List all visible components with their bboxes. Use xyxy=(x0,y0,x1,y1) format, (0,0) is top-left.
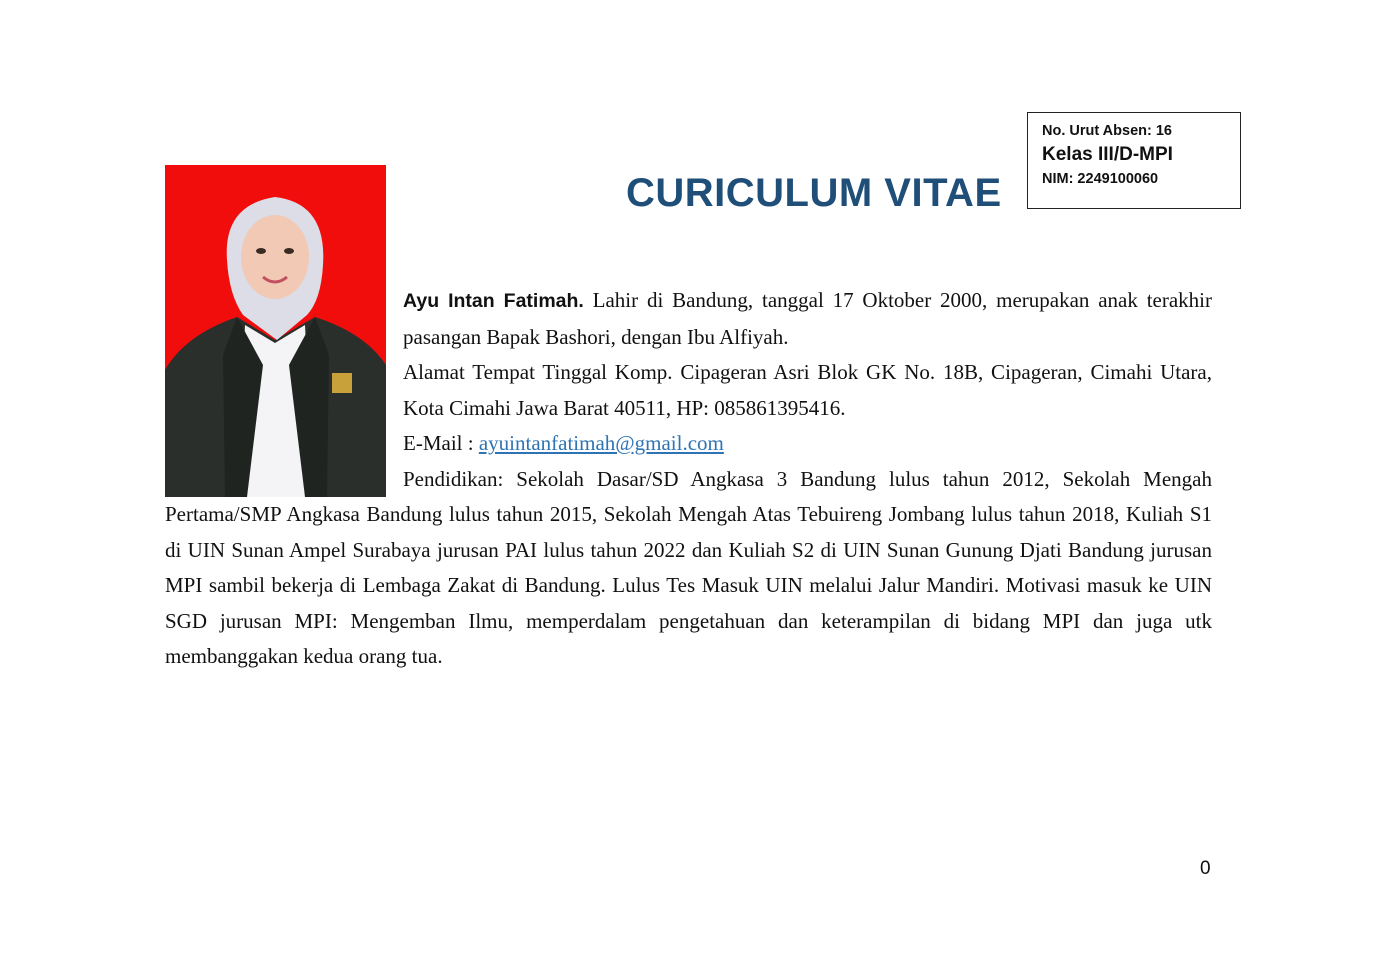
class-label: Kelas III/D-MPI xyxy=(1042,144,1173,165)
education-paragraph: Pendidikan: Sekolah Dasar/SD Angkasa 3 Bandung lulus tahun 2012, Sekolah Mengah Pertama/SMP Angkasa Bandung lulus tahun 2015, Sekolah Mengah Atas Tebuireng Jombang lulus tahun 2018, Kuliah S1 di UIN Sunan Ampel Surabaya jurusan PAI lulus tahun 2022 dan Kuliah S2 di UIN Sunan Gunung Djati Bandung jurusan MPI sambil bekerja di Lembaga Zakat di Bandung. Lulus Tes Masuk UIN melalui Jalur Mandiri. Motivasi masuk ke UIN SGD jurusan MPI: Mengemban Ilmu, memperdalam pengetahuan dan keterampilan di bidang MPI dan juga utk membanggakan kedua orang tua. xyxy=(165,466,1212,668)
page-title: CURICULUM VITAE xyxy=(626,171,1002,215)
absen-number: No. Urut Absen: 16 xyxy=(1042,123,1172,139)
student-info-box xyxy=(1027,112,1241,209)
email-label: E-Mail : xyxy=(403,431,479,455)
email-link[interactable]: ayuintanfatimah@gmail.com xyxy=(478,431,724,455)
person-name: Ayu Intan Fatimah. xyxy=(403,290,584,312)
photo-spacer xyxy=(165,283,403,497)
bio-text xyxy=(165,283,1212,675)
address-paragraph: Alamat Tempat Tinggal Komp. Cipageran Asri Blok GK No. 18B, Cipageran, Cimahi Utara, Kota Cimahi Jawa Barat 40511, HP: 085861395416. xyxy=(403,360,1212,420)
page-number: 0 xyxy=(1200,858,1211,879)
nim-label: NIM: 2249100060 xyxy=(1042,171,1159,187)
intro-text: Lahir di Bandung, tanggal 17 Oktober 2000, merupakan anak terakhir pasangan Bapak Bashori, dengan Ibu Alfiyah. xyxy=(403,288,1212,349)
